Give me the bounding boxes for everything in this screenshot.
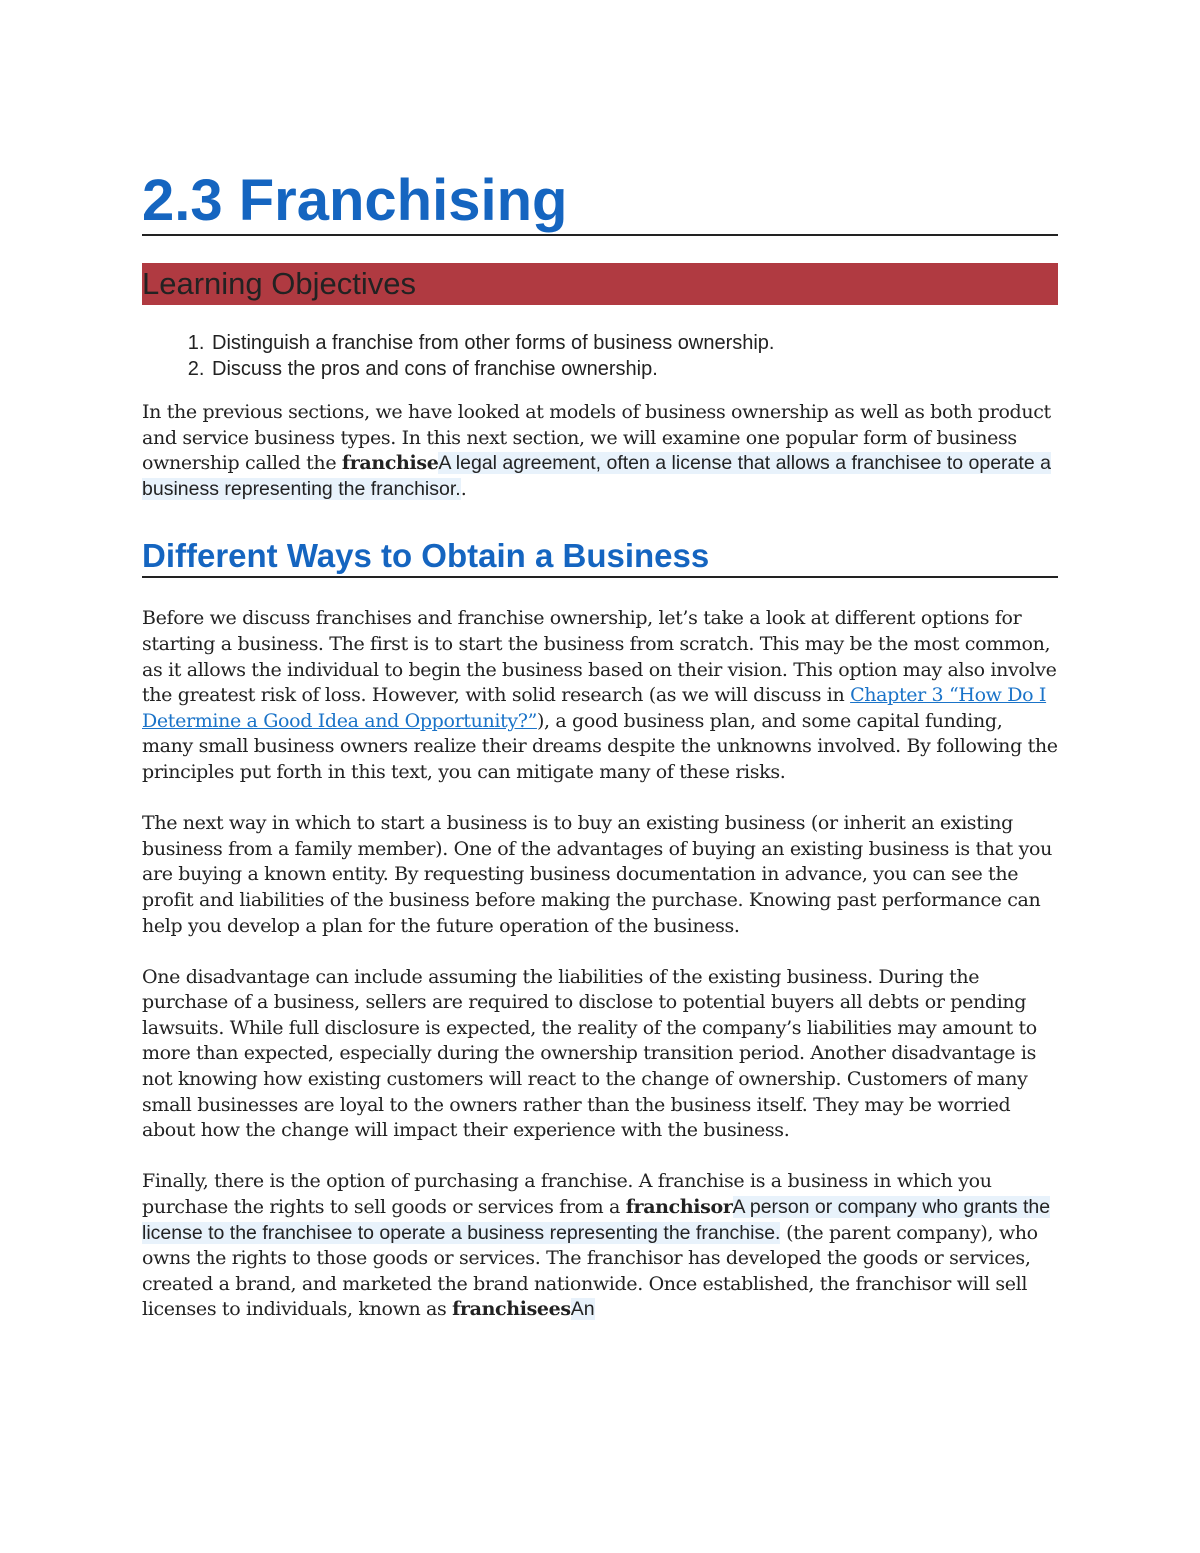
glossary-definition-franchise: A legal agreement, often a license that allows a franchisee to operate a business representing the franchisor. (142, 452, 1051, 500)
learning-objectives-heading: Learning Objectives (142, 263, 1058, 305)
section-heading: Different Ways to Obtain a Business (142, 536, 1058, 578)
intro-after: . (460, 477, 467, 500)
p1-text-after: ), a good business plan, and some capital funding, many small business owners realize their dreams despite the unknowns involved. By following the principles put forth in this text, you can mitigate many of these risks. (142, 709, 1058, 783)
body-paragraph-1 (142, 606, 1058, 785)
glossary-term-franchisor[interactable]: franchisor (625, 1196, 733, 1219)
glossary-definition-franchisees: An (570, 1298, 595, 1321)
glossary-term-franchise[interactable]: franchise (341, 452, 439, 475)
glossary-term-franchisees[interactable]: franchisees (452, 1298, 571, 1321)
intro-text: In the previous sections, we have looked at models of business ownership as well as both product and service business types. In this next section, we will examine one popular form of business ownership called the (142, 401, 1051, 475)
list-item: 2. Discuss the pros and cons of franchise ownership. (210, 356, 1058, 382)
learning-objectives-list (142, 330, 1058, 382)
p1-text-before: Before we discuss franchises and franchise ownership, let’s take a look at different options for starting a business. The first is to start the business from scratch. This may be the most common, as it allows the individual to begin the business based on their vision. This option may also involve the greatest risk of loss. However, with solid research (as we will discuss in (142, 607, 1057, 707)
document-page (142, 168, 1058, 1323)
body-paragraph-4 (142, 1169, 1058, 1323)
chapter-3-link[interactable]: Chapter 3 “How Do I Determine a Good Idea and Opportunity?” (142, 684, 1047, 732)
page-title: 2.3 Franchising (142, 168, 1058, 236)
body-paragraph-2: The next way in which to start a business is to buy an existing business (or inherit an existing business from a family member). One of the advantages of buying an existing business is that you are buying a known entity. By requesting business documentation in advance, you can see the profit and liabilities of the business before making the purchase. Knowing past performance can help you develop a plan for the future operation of the business. (142, 812, 1052, 937)
p4-text-before: Finally, there is the option of purchasing a franchise. A franchise is a business in which you purchase the rights to sell goods or services from a (142, 1170, 992, 1219)
glossary-definition-franchisor: A person or company who grants the license to the franchisee to operate a business representing the franchise. (142, 1196, 1051, 1244)
list-item: 1. Distinguish a franchise from other forms of business ownership. (210, 330, 1058, 356)
p4-text-mid: (the parent company), who owns the rights to those goods or services. The franchisor has developed the goods or services, created a brand, and marketed the brand nationwide. Once established, the franchisor will sell licenses to individuals, known as (142, 1221, 1038, 1321)
body-paragraph-3: One disadvantage can include assuming the liabilities of the existing business. During the purchase of a business, sellers are required to disclose to potential buyers all debts or pending lawsuits. While full disclosure is expected, the reality of the company’s liabilities may amount to more than expected, especially during the ownership transition period. Another disadvantage is not knowing how existing customers will react to the change of ownership. Customers of many small businesses are loyal to the owners rather than the business itself. They may be worried about how the change will impact their experience with the business. (142, 965, 1037, 1142)
intro-paragraph (142, 400, 1058, 502)
